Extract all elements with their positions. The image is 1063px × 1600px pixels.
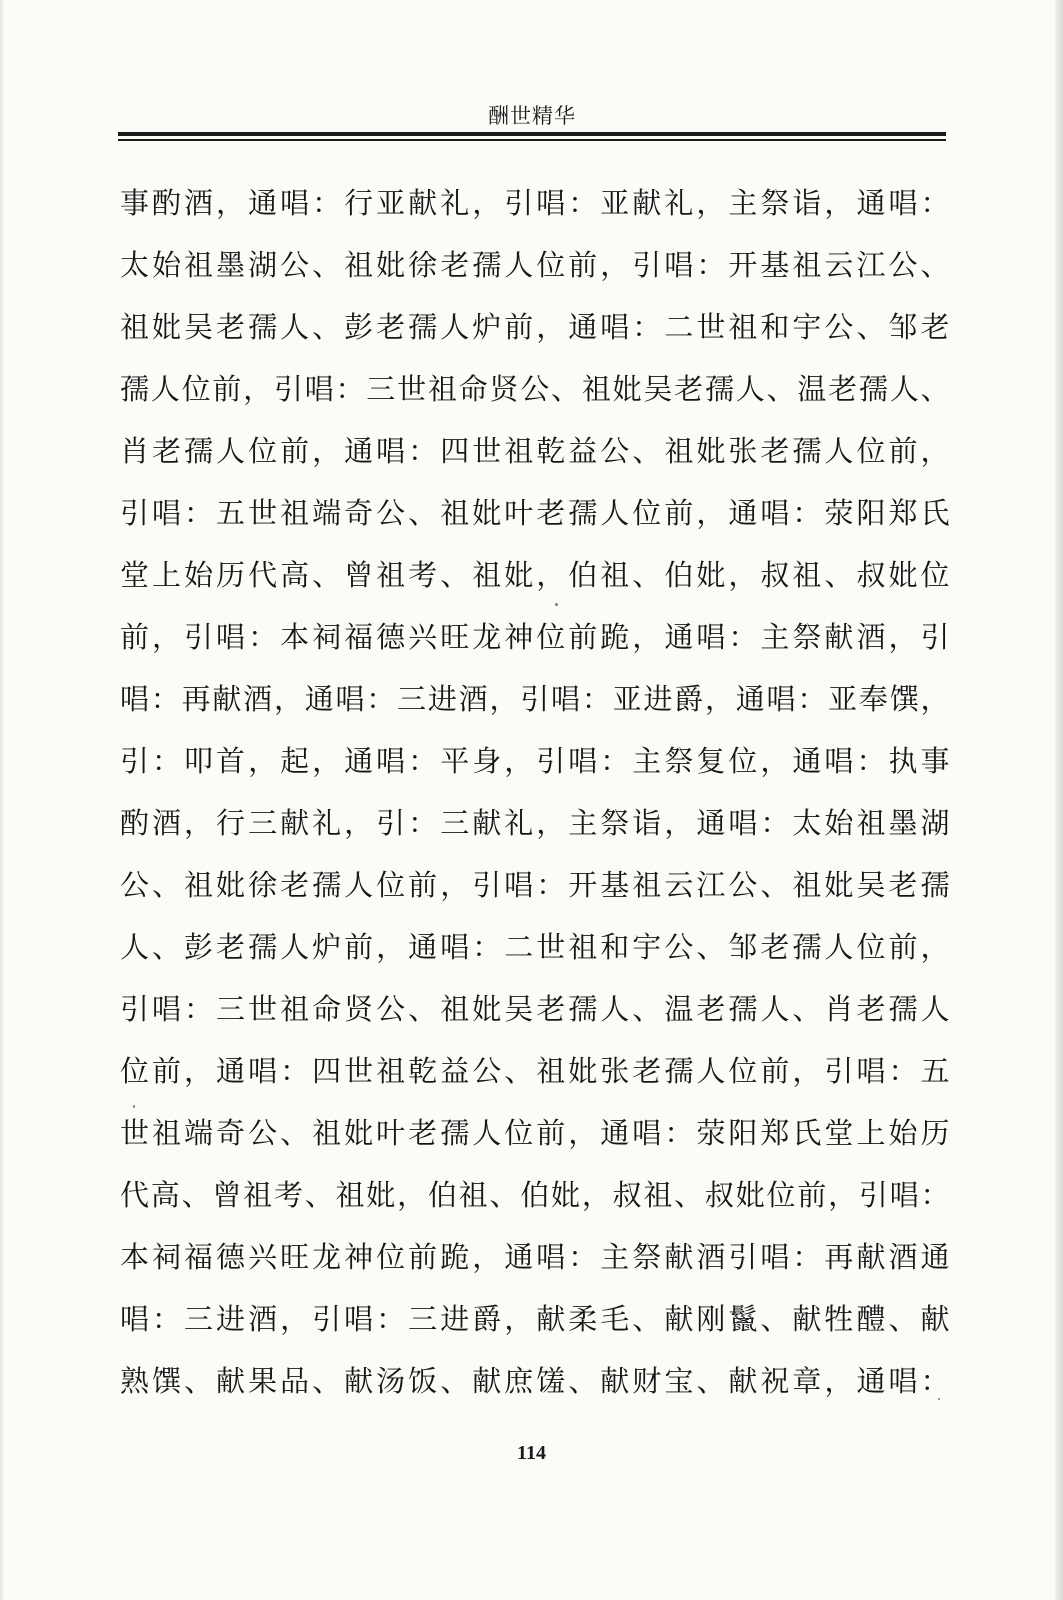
text-line: 事酌酒，通唱：行亚献礼，引唱：亚献礼，主祭诣，通唱： xyxy=(120,186,950,220)
text-line: 公、祖妣徐老孺人位前，引唱：开基祖云江公、祖妣吴老孺 xyxy=(120,868,950,902)
text-line: 孺人位前，引唱：三世祖命贤公、祖妣吴老孺人、温老孺人、 xyxy=(120,372,950,406)
text-line: 代高、曾祖考、祖妣，伯祖、伯妣，叔祖、叔妣位前，引唱： xyxy=(120,1178,950,1212)
header-rule-thick xyxy=(118,132,946,136)
text-line: 引：叩首，起，通唱：平身，引唱：主祭复位，通唱：执事 xyxy=(120,744,950,778)
text-line: 酌酒，行三献礼，引：三献礼，主祭诣，通唱：太始祖墨湖 xyxy=(120,806,950,840)
text-line: 熟馔、献果品、献汤饭、献庶馐、献财宝、献祝章，通唱： xyxy=(120,1364,950,1398)
header-rule-thin xyxy=(118,139,946,141)
text-line: 本祠福德兴旺龙神位前跪，通唱：主祭献酒引唱：再献酒通 xyxy=(120,1240,950,1274)
text-line: 唱：三进酒，引唱：三进爵，献柔毛、献刚鬣、献牲醴、献 xyxy=(120,1302,950,1336)
body-text xyxy=(120,172,950,1412)
text-line: 引唱：三世祖命贤公、祖妣吴老孺人、温老孺人、肖老孺人 xyxy=(120,992,950,1026)
text-line: 太始祖墨湖公、祖妣徐老孺人位前，引唱：开基祖云江公、 xyxy=(120,248,950,282)
text-line: 肖老孺人位前，通唱：四世祖乾益公、祖妣张老孺人位前， xyxy=(120,434,950,468)
text-line: 引唱：五世祖端奇公、祖妣叶老孺人位前，通唱：荥阳郑氏 xyxy=(120,496,950,530)
page-number: 114 xyxy=(517,1442,546,1464)
scan-speck xyxy=(938,1398,940,1400)
text-line: 前，引唱：本祠福德兴旺龙神位前跪，通唱：主祭献酒，引 xyxy=(120,620,950,654)
text-line: 世祖端奇公、祖妣叶老孺人位前，通唱：荥阳郑氏堂上始历 xyxy=(120,1116,950,1150)
text-line: 堂上始历代高、曾祖考、祖妣，伯祖、伯妣，叔祖、叔妣位 xyxy=(120,558,950,592)
text-line: 位前，通唱：四世祖乾益公、祖妣张老孺人位前，引唱：五 xyxy=(120,1054,950,1088)
scan-speck xyxy=(133,1105,135,1108)
text-line: 祖妣吴老孺人、彭老孺人炉前，通唱：二世祖和宇公、邹老 xyxy=(120,310,950,344)
text-line: 人、彭老孺人炉前，通唱：二世祖和宇公、邹老孺人位前， xyxy=(120,930,950,964)
page-left-edge xyxy=(0,0,4,1600)
scan-speck xyxy=(555,603,558,606)
page-right-edge xyxy=(1055,0,1063,1600)
page-header xyxy=(118,98,946,148)
text-line: 唱：再献酒，通唱：三进酒，引唱：亚进爵，通唱：亚奉馔， xyxy=(120,682,950,716)
running-title: 酬世精华 xyxy=(488,104,576,128)
